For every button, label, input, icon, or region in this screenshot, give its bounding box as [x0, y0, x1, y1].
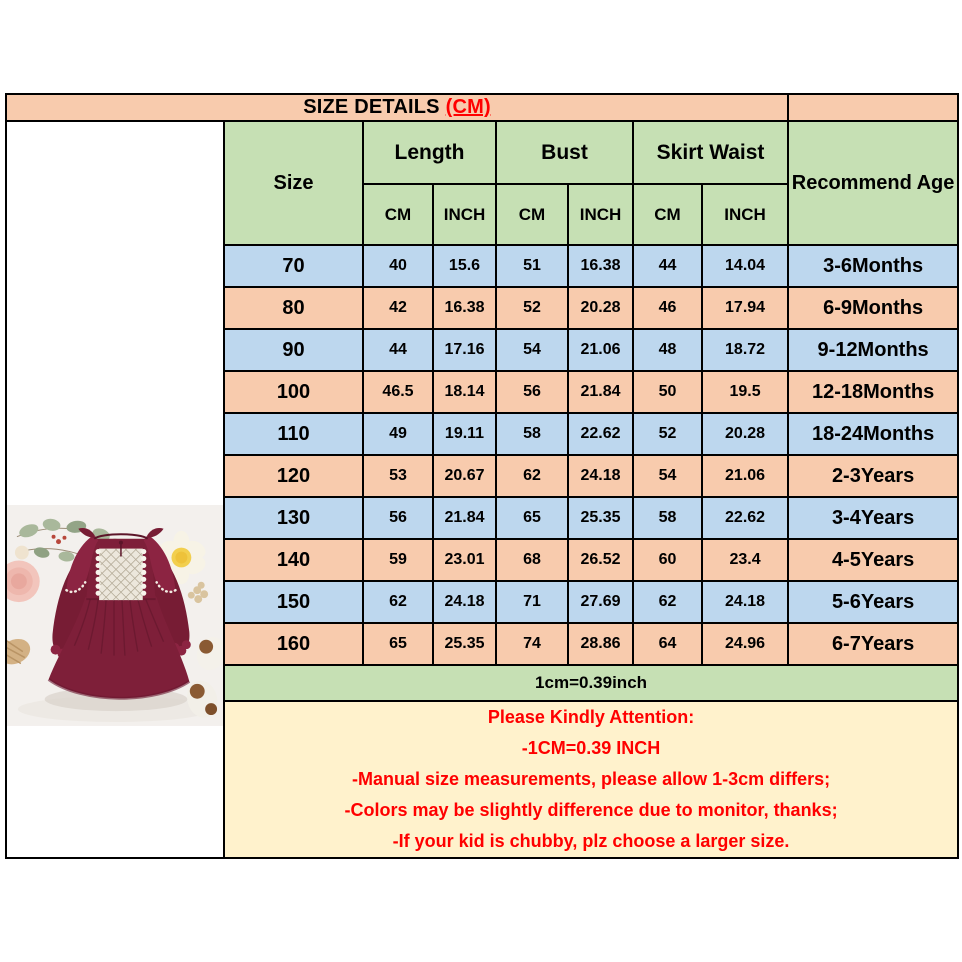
bust-cm-cell: 71 [496, 581, 568, 623]
size-cell: 70 [224, 245, 363, 287]
length-inch-cell: 15.6 [433, 245, 496, 287]
skirt-waist-cm-cell: 46 [633, 287, 702, 329]
length-inch-cell: 16.38 [433, 287, 496, 329]
recommend-age-cell: 4-5Years [788, 539, 958, 581]
attention-line: -1CM=0.39 INCH [521, 738, 661, 758]
bust-cm-cell: 56 [496, 371, 568, 413]
recommend-age-cell: 3-4Years [788, 497, 958, 539]
length-cm-cell: 56 [363, 497, 433, 539]
bust-inch-cell: 21.06 [568, 329, 633, 371]
size-cell: 110 [224, 413, 363, 455]
bust-inch-cell: 26.52 [568, 539, 633, 581]
skirt-waist-cm-header: CM [633, 184, 702, 245]
bust-inch-cell: 16.38 [568, 245, 633, 287]
skirt-waist-inch-cell: 21.06 [702, 455, 788, 497]
recommend-age-cell: 6-9Months [788, 287, 958, 329]
length-cm-header: CM [363, 184, 433, 245]
skirt-waist-cm-cell: 44 [633, 245, 702, 287]
bust-cm-cell: 58 [496, 413, 568, 455]
recommend-age-cell: 12-18Months [788, 371, 958, 413]
length-cm-cell: 49 [363, 413, 433, 455]
attention-line: Please Kindly Attention: [487, 707, 695, 727]
recommend-age-cell: 18-24Months [788, 413, 958, 455]
skirt-waist-inch-cell: 23.4 [702, 539, 788, 581]
bust-inch-cell: 21.84 [568, 371, 633, 413]
length-group-header: Length [363, 121, 496, 184]
length-cm-cell: 46.5 [363, 371, 433, 413]
size-cell: 120 [224, 455, 363, 497]
skirt-waist-cm-cell: 54 [633, 455, 702, 497]
skirt-waist-cm-cell: 52 [633, 413, 702, 455]
length-cm-cell: 59 [363, 539, 433, 581]
recommend-age-cell: 3-6Months [788, 245, 958, 287]
skirt-waist-cm-cell: 50 [633, 371, 702, 413]
skirt-waist-inch-cell: 18.72 [702, 329, 788, 371]
skirt-waist-group-header: Skirt Waist [633, 121, 788, 184]
recommend-age-header: Recommend Age [788, 121, 958, 245]
skirt-waist-inch-cell: 24.18 [702, 581, 788, 623]
bust-cm-cell: 62 [496, 455, 568, 497]
table-title [6, 94, 788, 121]
bust-inch-cell: 24.18 [568, 455, 633, 497]
bust-cm-header: CM [496, 184, 568, 245]
length-inch-header: INCH [433, 184, 496, 245]
bust-cm-cell: 68 [496, 539, 568, 581]
length-inch-cell: 17.16 [433, 329, 496, 371]
title-row [6, 94, 958, 121]
group-header-row [6, 121, 958, 184]
size-column-header: Size [224, 121, 363, 245]
size-cell: 90 [224, 329, 363, 371]
skirt-waist-cm-cell: 60 [633, 539, 702, 581]
length-cm-cell: 65 [363, 623, 433, 665]
skirt-waist-inch-cell: 17.94 [702, 287, 788, 329]
size-details-label: SIZE DETAILS [303, 96, 440, 118]
conversion-note: 1cm=0.39inch [224, 665, 958, 701]
dress-photo-illustration [7, 505, 223, 726]
bust-inch-cell: 20.28 [568, 287, 633, 329]
skirt-waist-inch-cell: 20.28 [702, 413, 788, 455]
title-corner-cell [788, 94, 958, 121]
recommend-age-cell: 2-3Years [788, 455, 958, 497]
attention-box [224, 701, 958, 858]
size-cell: 80 [224, 287, 363, 329]
recommend-age-cell: 6-7Years [788, 623, 958, 665]
recommend-age-cell: 5-6Years [788, 581, 958, 623]
bust-cm-cell: 74 [496, 623, 568, 665]
length-cm-cell: 53 [363, 455, 433, 497]
length-cm-cell: 40 [363, 245, 433, 287]
bust-cm-cell: 51 [496, 245, 568, 287]
skirt-waist-cm-cell: 58 [633, 497, 702, 539]
size-cell: 160 [224, 623, 363, 665]
bust-cm-cell: 52 [496, 287, 568, 329]
bust-cm-cell: 54 [496, 329, 568, 371]
bust-group-header: Bust [496, 121, 633, 184]
skirt-waist-inch-cell: 24.96 [702, 623, 788, 665]
length-inch-cell: 20.67 [433, 455, 496, 497]
recommend-age-cell: 9-12Months [788, 329, 958, 371]
size-chart-table [5, 93, 959, 859]
skirt-waist-cm-cell: 64 [633, 623, 702, 665]
skirt-waist-inch-header: INCH [702, 184, 788, 245]
bust-inch-header: INCH [568, 184, 633, 245]
size-cell: 130 [224, 497, 363, 539]
size-cell: 150 [224, 581, 363, 623]
bust-inch-cell: 22.62 [568, 413, 633, 455]
product-photo-cell [6, 121, 224, 858]
length-inch-cell: 24.18 [433, 581, 496, 623]
bust-inch-cell: 25.35 [568, 497, 633, 539]
length-inch-cell: 23.01 [433, 539, 496, 581]
size-cell: 140 [224, 539, 363, 581]
cm-unit-link: (CM) [445, 96, 491, 118]
bust-cm-cell: 65 [496, 497, 568, 539]
skirt-waist-inch-cell: 22.62 [702, 497, 788, 539]
skirt-waist-cm-cell: 62 [633, 581, 702, 623]
attention-line: -Colors may be slightly difference due to monitor, thanks; [344, 800, 838, 820]
length-inch-cell: 19.11 [433, 413, 496, 455]
length-inch-cell: 25.35 [433, 623, 496, 665]
skirt-waist-inch-cell: 14.04 [702, 245, 788, 287]
length-cm-cell: 44 [363, 329, 433, 371]
attention-line: -If your kid is chubby, plz choose a larger size. [392, 831, 790, 851]
skirt-waist-cm-cell: 48 [633, 329, 702, 371]
bust-inch-cell: 27.69 [568, 581, 633, 623]
attention-line: -Manual size measurements, please allow 1-3cm differs; [351, 769, 831, 789]
length-inch-cell: 18.14 [433, 371, 496, 413]
length-inch-cell: 21.84 [433, 497, 496, 539]
size-cell: 100 [224, 371, 363, 413]
product-photo [7, 505, 223, 726]
length-cm-cell: 42 [363, 287, 433, 329]
skirt-waist-inch-cell: 19.5 [702, 371, 788, 413]
bust-inch-cell: 28.86 [568, 623, 633, 665]
length-cm-cell: 62 [363, 581, 433, 623]
